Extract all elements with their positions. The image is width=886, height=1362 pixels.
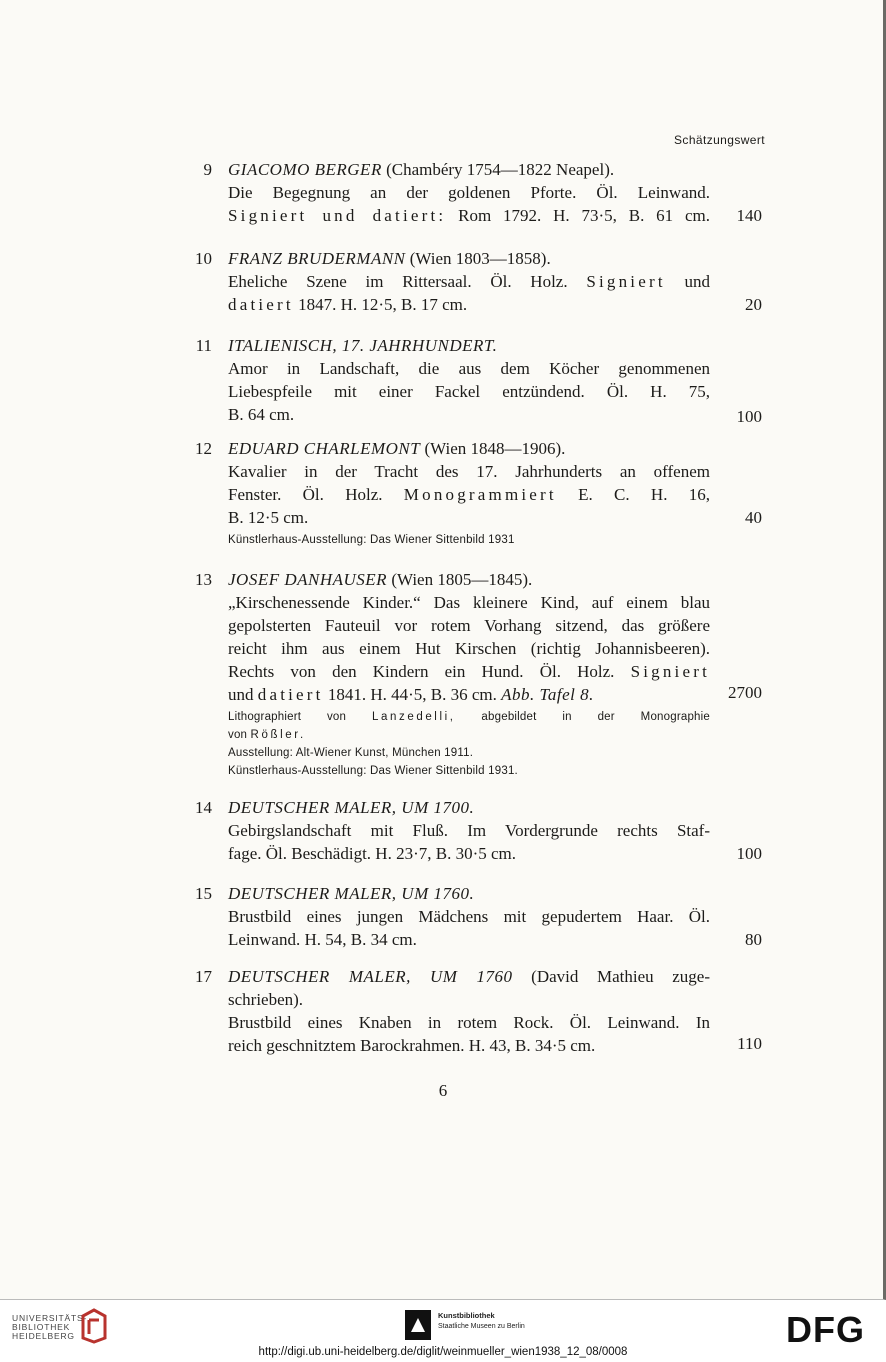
artist-name: DEUTSCHER MALER, UM 1700. <box>228 798 475 817</box>
exhibition-note: Ausstellung: Alt-Wiener Kunst, München 1911. <box>228 747 474 759</box>
dfg-logo: DFG <box>786 1309 865 1350</box>
artist-name: DEUTSCHER MALER, UM 1760. <box>228 884 475 903</box>
artist-name: JOSEF DANHAUSER <box>228 570 388 589</box>
estimate-price: 80 <box>745 930 762 949</box>
description-line: B. 64 cm. <box>228 405 295 424</box>
estimate-price: 2700 <box>728 683 762 702</box>
artist-name: ITALIENISCH, 17. JAHRHUNDERT. <box>228 336 498 355</box>
artist-name: DEUTSCHER MALER, UM 1760 <box>228 967 513 986</box>
description-line: Die Begegnung an der goldenen Pforte. Öl. Leinwand. <box>228 183 710 202</box>
description-line: Kavalier in der Tracht des 17. Jahrhunderts an offenem <box>228 462 710 481</box>
description-line: Brustbild eines Knaben in rotem Rock. Öl. Leinwand. In <box>228 1013 710 1032</box>
artist-bio: (Wien 1803—1858). <box>405 249 551 268</box>
artist-bio: (David Mathieu zuge- <box>512 967 710 986</box>
lot-number: 14 <box>195 798 212 817</box>
artist-bio: (Wien 1805—1845). <box>387 570 533 589</box>
literature-note: von Rößler. <box>228 729 306 741</box>
literature-note: Lithographiert von Lanzedelli, abgebildet in der Monographie <box>228 711 710 723</box>
artist-bio: (Wien 1848—1906). <box>420 439 566 458</box>
kunstbibliothek-logo-icon <box>405 1310 431 1340</box>
lot-number: 9 <box>203 160 212 179</box>
estimate-price: 110 <box>737 1034 762 1053</box>
signature-text: Signiert und datiert: <box>228 206 447 225</box>
description-line: reich geschnitztem Barockrahmen. H. 43, B. 34·5 cm. <box>228 1036 596 1055</box>
lot-number: 13 <box>195 570 212 589</box>
description-line: Leinwand. H. 54, B. 34 cm. <box>228 930 417 949</box>
exhibition-note: Künstlerhaus-Ausstellung: Das Wiener Sittenbild 1931. <box>228 765 518 777</box>
description-line: Amor in Landschaft, die aus dem Köcher genommenen <box>228 359 710 378</box>
page-number: 6 <box>438 1081 448 1100</box>
description-line: fage. Öl. Beschädigt. H. 23·7, B. 30·5 cm. <box>228 844 516 863</box>
column-header: Schätzungswert <box>674 133 765 147</box>
description-line: reicht ihm aus einem Hut Kirschen (richtig Johannisbeeren). <box>228 639 710 658</box>
description-line: gepolsterten Fauteuil vor rotem Vorhang sitzend, das größere <box>228 616 710 635</box>
artist-bio: (Chambéry 1754—1822 Neapel). <box>381 160 615 179</box>
artist-name: GIACOMO BERGER <box>228 160 382 179</box>
estimate-price: 100 <box>736 844 762 863</box>
catalog-page: Schätzungswert 9 GIACOMO BERGER (Chambéry 1754—1822 Neapel). Die Begegnung an der goldenen Pforte. Öl. Leinwand. Signiert und datiert: Rom 1792. H. 73·5, B. 61 cm. 140 10 FRANZ BRUDERMANN (Wien 1803—1858). Eheliche Szene im Rittersaal. Öl. Holz. Signiert und datiert 1847. H. 12·5, B. 17 cm. 20 11 ITALIENISCH, 17. JAHRHUNDERT. Amor in Landschaft, die aus dem Köcher genommenen Liebespfeile mit einer Fackel entzündend. Öl. H. 75, B. 64 cm. 100 12 EDUARD CHARLEMONT (Wien 1848—1906). Kavalier in der Tracht des 17. Jahrhunderts an offenem Fenster. Öl. Holz. Monogrammiert E. C. H. 16, B. 12·5 cm. Künstlerhaus-Ausstellung: Das Wiener Sittenbild 1931 40 13 JOSEF DANHAUSER (Wien 1805—1845). „Kirschenessende Kinder.“ Das kleinere Kind, auf einem blau gepolsterten Fauteuil vor rotem Vorhang sitzend, das größere reicht ihm aus einem Hut Kirschen (richtig Johannisbeeren). Rechts von den Kindern ein Hund. Öl. Holz. Signiert und datiert 1841. H. 44·5, B. 36 cm. Abb. Tafel 8. Lithographiert von Lanzedelli, abgebildet in der Monographie von Rößler. Ausstellung: Alt-Wiener Kunst, München 1911. Künstlerhaus-Ausstellung: Das Wiener Sittenbild 1931. 2700 14 DEUTSCHER MALER, UM 1700. Gebirgslandschaft mit Fluß. Im Vordergrunde rechts Staf- fage. Öl. Beschädigt. H. 23·7, B. 30·5 cm. 100 15 DEUTSCHER MALER, UM 1760. Brustbild eines jungen Mädchens mit gepudertem Haar. Öl. Leinwand. H. 54, B. 34 cm. 80 17 DEUTSCHER MALER, UM 1760 (David Mathieu zuge- schrieben). Brustbild eines Knaben in rotem Rock. Öl. Leinwand. In reich geschnitztem Barockrahmen. H. 43, B. 34·5 cm. 110 6 <box>0 0 886 1300</box>
description-line: Brustbild eines jungen Mädchens mit gepudertem Haar. Öl. <box>228 907 710 926</box>
source-url[interactable]: http://digi.ub.uni-heidelberg.de/diglit/weinmueller_wien1938_12_08/0008 <box>258 1346 628 1358</box>
lot-number: 17 <box>195 967 212 986</box>
exhibition-note: Künstlerhaus-Ausstellung: Das Wiener Sittenbild 1931 <box>228 534 515 546</box>
university-library-label: UNIVERSITÄTS- BIBLIOTHEK HEIDELBERG <box>12 1313 88 1341</box>
estimate-price: 40 <box>745 508 762 527</box>
estimate-price: 100 <box>736 407 762 426</box>
lot-number: 11 <box>195 336 212 355</box>
kunstbibliothek-label: Kunstbibliothek Staatliche Museen zu Berlin <box>438 1311 525 1330</box>
university-logo-icon <box>80 1308 108 1344</box>
estimate-price: 140 <box>736 206 762 225</box>
artist-name: EDUARD CHARLEMONT <box>228 439 421 458</box>
description-line: Liebespfeile mit einer Fackel entzündend. Öl. H. 75, <box>228 382 710 401</box>
description-line: schrieben). <box>228 990 304 1009</box>
lot-number: 15 <box>195 884 212 903</box>
lot-number: 10 <box>195 249 212 268</box>
description-line: Gebirgslandschaft mit Fluß. Im Vordergrunde rechts Staf- <box>228 821 710 840</box>
estimate-price: 20 <box>745 295 762 314</box>
plate-reference: Abb. Tafel 8. <box>501 685 594 704</box>
artist-name: FRANZ BRUDERMANN <box>228 249 406 268</box>
description-line: „Kirschenessende Kinder.“ Das kleinere Kind, auf einem blau <box>228 593 710 612</box>
lot-number: 12 <box>195 439 212 458</box>
